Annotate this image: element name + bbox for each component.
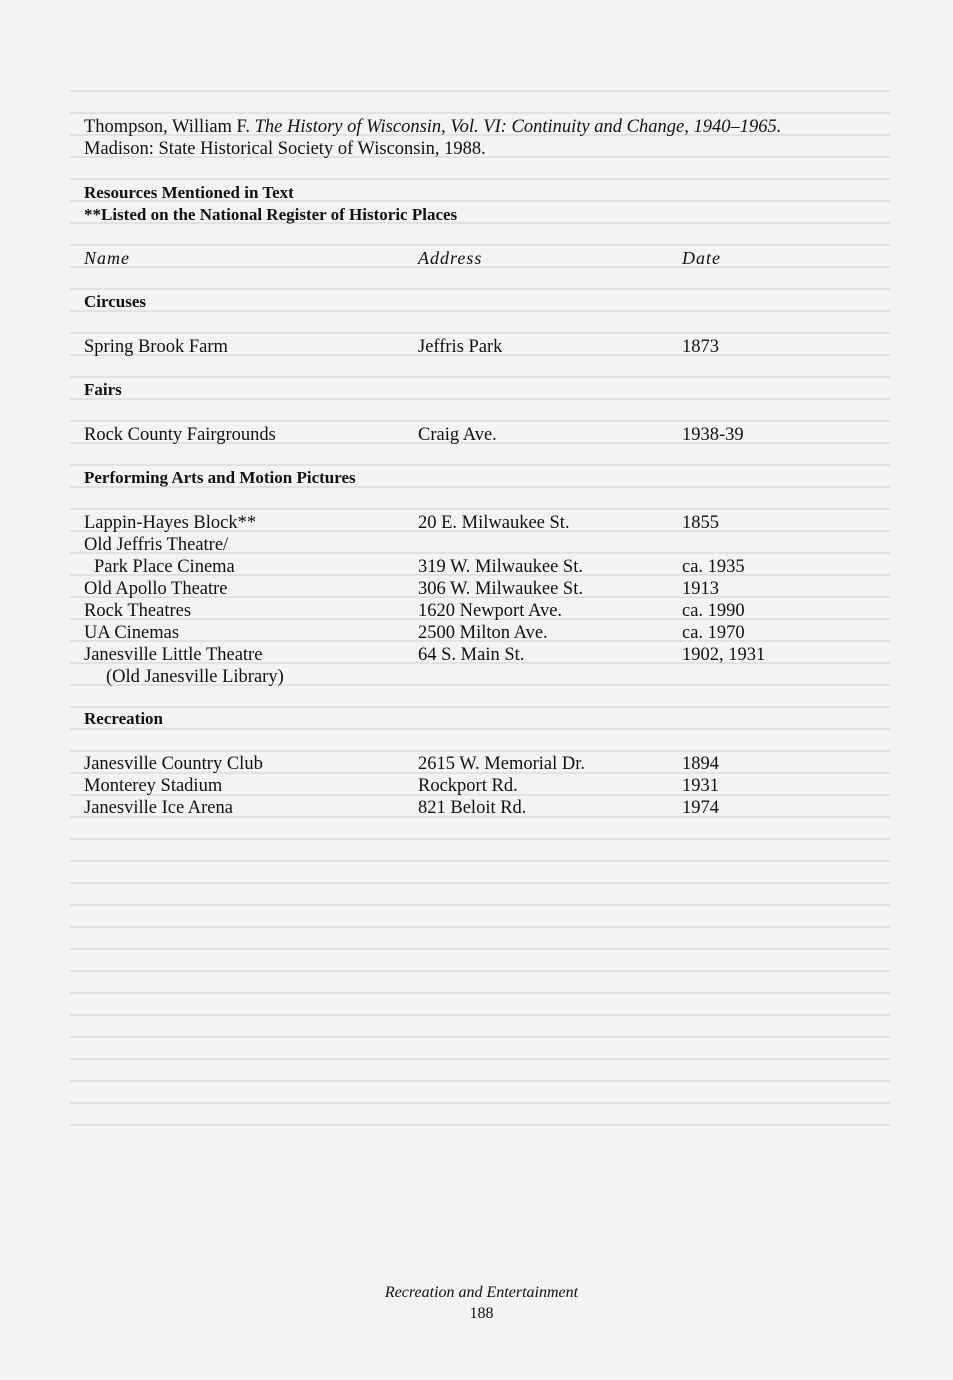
resource-address: Rockport Rd. xyxy=(418,776,518,796)
resource-date: 1855 xyxy=(682,513,719,533)
category-circuses: Circuses xyxy=(84,292,147,311)
resource-name: Janesville Little Theatre xyxy=(84,645,263,665)
resource-address: Jeffris Park xyxy=(418,337,503,357)
resource-date: 1938-39 xyxy=(682,425,744,445)
bibliography-citation xyxy=(84,116,781,160)
resource-name: Janesville Country Club xyxy=(84,754,263,774)
resource-date: ca. 1935 xyxy=(682,557,745,577)
citation-title: The History of Wisconsin, Vol. VI: Continuity and Change, 1940–1965. xyxy=(254,117,782,137)
resources-heading-block xyxy=(84,182,457,226)
resource-address: 319 W. Milwaukee St. xyxy=(418,557,583,577)
category-performing-arts: Performing Arts and Motion Pictures xyxy=(84,468,356,487)
resource-name: Rock Theatres xyxy=(84,601,192,621)
running-footer-title: Recreation and Entertainment xyxy=(384,1284,579,1301)
resource-date: 1913 xyxy=(682,579,719,599)
resource-address: 821 Beloit Rd. xyxy=(418,798,527,818)
resource-date: 1894 xyxy=(682,754,719,774)
resource-address: Craig Ave. xyxy=(418,425,497,445)
category-fairs: Fairs xyxy=(84,380,122,399)
category-recreation: Recreation xyxy=(84,709,163,728)
resource-name: Lappin-Hayes Block** xyxy=(84,513,257,533)
resource-date: 1873 xyxy=(682,337,719,357)
resource-name: Monterey Stadium xyxy=(84,776,223,796)
citation-author: Thompson, William F. xyxy=(84,117,255,137)
resource-name: Park Place Cinema xyxy=(94,557,235,577)
resource-date: 1902, 1931 xyxy=(682,645,766,665)
resource-name: Old Apollo Theatre xyxy=(84,579,228,599)
resource-address: 64 S. Main St. xyxy=(418,645,525,665)
register-note: **Listed on the National Register of Historic Places xyxy=(84,205,458,224)
column-header-name: Name xyxy=(84,248,130,268)
resource-name: Spring Brook Farm xyxy=(84,337,228,357)
resources-heading: Resources Mentioned in Text xyxy=(84,183,294,202)
resource-name: (Old Janesville Library) xyxy=(106,667,284,687)
resource-address: 306 W. Milwaukee St. xyxy=(418,579,583,599)
resource-address: 1620 Newport Ave. xyxy=(418,601,563,621)
column-header-address: Address xyxy=(418,248,483,268)
resource-date: 1931 xyxy=(682,776,719,796)
resource-address: 20 E. Milwaukee St. xyxy=(418,513,570,533)
resource-date: ca. 1970 xyxy=(682,623,745,643)
resource-name: Old Jeffris Theatre/ xyxy=(84,535,229,555)
column-header-date: Date xyxy=(682,248,721,268)
resource-address: 2500 Milton Ave. xyxy=(418,623,548,643)
resource-date: ca. 1990 xyxy=(682,601,745,621)
resource-date: 1974 xyxy=(682,798,719,818)
resource-name: Rock County Fairgrounds xyxy=(84,425,276,445)
citation-publisher: Madison: State Historical Society of Wisconsin, 1988. xyxy=(84,139,486,159)
page-number: 188 xyxy=(469,1305,494,1322)
resource-name: Janesville Ice Arena xyxy=(84,798,233,818)
resource-address: 2615 W. Memorial Dr. xyxy=(418,754,586,774)
resource-name: UA Cinemas xyxy=(84,623,180,643)
